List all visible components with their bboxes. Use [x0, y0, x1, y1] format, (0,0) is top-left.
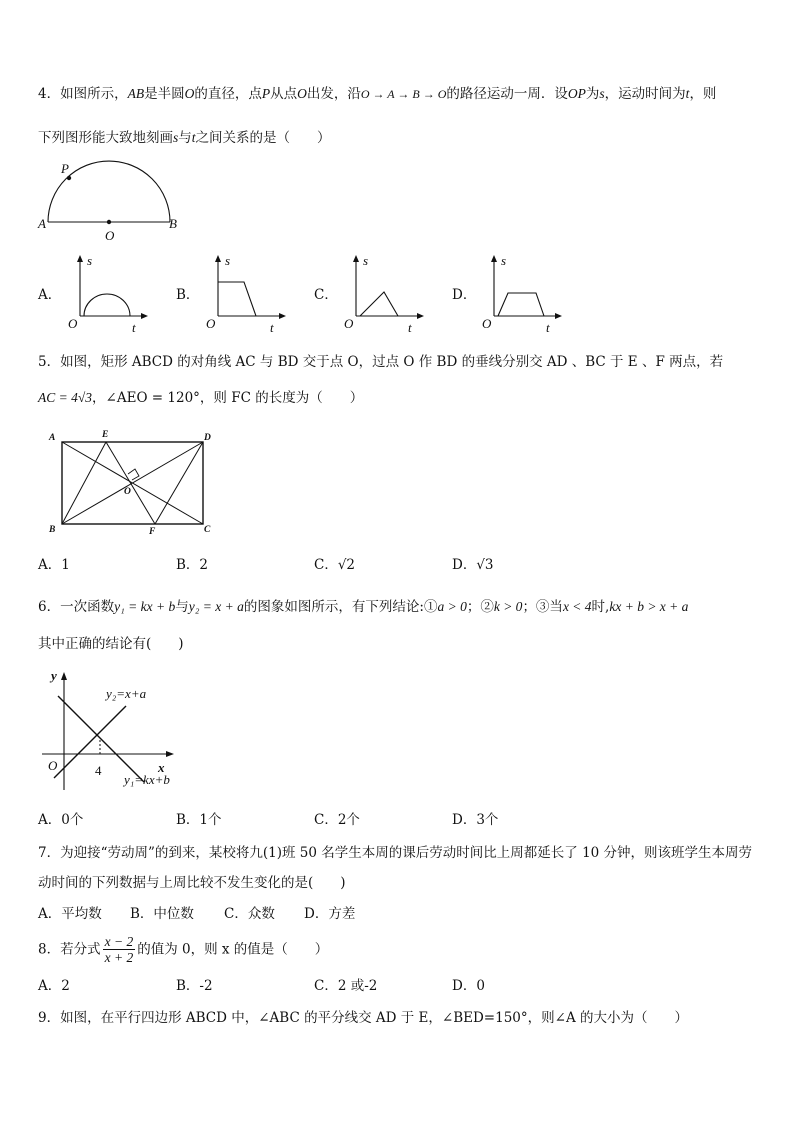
q5-option-b[interactable]: B．2: [176, 557, 209, 573]
q7-option-b[interactable]: B．中位数: [130, 906, 194, 922]
svg-text:A: A: [49, 433, 56, 443]
svg-text:s: s: [501, 253, 507, 268]
q6-stem-line2: 其中正确的结论有( ): [38, 636, 184, 652]
q8-option-b[interactable]: B．-2: [176, 978, 213, 994]
svg-text:t: t: [408, 320, 412, 335]
q4-stem-line1: 4．如图所示，AB是半圆O的直径，点P从点O出发，沿O → A → B → O的路径运动一周．设OP为s，运动时间为t，则: [38, 86, 717, 102]
svg-text:s: s: [225, 253, 231, 268]
svg-text:y₁=kx+b: y₁=kx+b: [124, 772, 170, 787]
svg-text:t: t: [132, 320, 136, 335]
q7-stem-line2: 动时间的下列数据与上周比较不发生变化的是( ): [38, 875, 346, 891]
label-p: P: [61, 161, 69, 176]
q8-option-d[interactable]: D．0: [452, 978, 485, 994]
svg-text:4: 4: [95, 763, 102, 778]
svg-text:y: y: [51, 668, 57, 683]
q6-option-a[interactable]: A．0个: [38, 812, 84, 828]
svg-text:x: x: [158, 760, 165, 775]
svg-text:s: s: [363, 253, 369, 268]
q8-fraction: $\frac{x - 2}{x + 2}$: [104, 934, 134, 965]
svg-text:t: t: [270, 320, 274, 335]
q4-option-a-letter[interactable]: A．: [38, 287, 62, 303]
graph-curve: [218, 282, 256, 316]
q5-option-c[interactable]: C．√2: [314, 557, 356, 573]
q8-option-c[interactable]: C．2 或-2: [314, 978, 378, 994]
line-y2: [54, 706, 126, 778]
label-b: B: [169, 216, 177, 231]
svg-text:O: O: [124, 487, 131, 497]
q6-option-c[interactable]: C．2个: [314, 812, 360, 828]
q9-stem: 9．如图，在平行四边形 ABCD 中，∠ABC 的平分线交 AD 于 E，∠BED=150°，则∠A 的大小为（ ）: [38, 1010, 688, 1026]
q6-option-b[interactable]: B．1个: [176, 812, 222, 828]
svg-text:O: O: [68, 316, 78, 331]
q4-semicircle-figure: [36, 158, 186, 243]
graph-curve: [84, 294, 130, 316]
q4-stem-line2: 下列图形能大致地刻画s与t之间关系的是（ ）: [38, 130, 331, 146]
q5-rectangle-figure: [44, 428, 224, 540]
svg-text:E: E: [102, 430, 109, 440]
label-a: A: [38, 216, 46, 231]
graph-curve: [360, 292, 398, 316]
q4-option-b-letter[interactable]: B．: [176, 287, 200, 303]
q7-option-a[interactable]: A．平均数: [38, 906, 102, 922]
svg-text:O: O: [344, 316, 354, 331]
q4-option-d-graph[interactable]: [476, 250, 566, 336]
center-point-o: [107, 220, 111, 224]
svg-text:C: C: [204, 525, 211, 535]
point-p: [67, 176, 71, 180]
segment-fd: [155, 442, 203, 524]
svg-text:D: D: [204, 433, 211, 443]
label-o: O: [105, 228, 115, 243]
graph-curve: [498, 293, 544, 316]
q4-option-a-graph[interactable]: [62, 250, 152, 336]
svg-text:B: B: [49, 525, 56, 535]
svg-text:O: O: [206, 316, 216, 331]
svg-text:s: s: [87, 253, 93, 268]
q4-option-d-letter[interactable]: D．: [452, 287, 477, 303]
svg-text:O: O: [48, 758, 58, 773]
svg-text:y₂=x+a: y₂=x+a: [106, 686, 147, 701]
q5-stem-line2: AC = 4√3，∠AEO = 120°，则 FC 的长度为（ ）: [38, 390, 364, 406]
q4-option-c-graph[interactable]: [338, 250, 428, 336]
segment-ef: [106, 442, 155, 524]
svg-text:t: t: [546, 320, 550, 335]
q8-option-a[interactable]: A．2: [38, 978, 70, 994]
right-angle-mark: [128, 469, 139, 480]
q6-option-d[interactable]: D．3个: [452, 812, 499, 828]
svg-text:O: O: [482, 316, 492, 331]
q5-stem-line1: 5．如图，矩形 ABCD 的对角线 AC 与 BD 交于点 O，过点 O 作 BD 的垂线分别交 AD 、BC 于 E 、F 两点，若: [38, 354, 724, 370]
q7-option-c[interactable]: C．众数: [224, 906, 275, 922]
q7-stem-line1: 7．为迎接“劳动周”的到来，某校将九(1)班 50 名学生本周的课后劳动时间比上周都延长了 10 分钟，则该班学生本周劳: [38, 845, 753, 861]
q5-option-d[interactable]: D．√3: [452, 557, 494, 573]
q7-option-d[interactable]: D．方差: [304, 906, 356, 922]
q4-option-b-graph[interactable]: [200, 250, 290, 336]
q4-option-c-letter[interactable]: C．: [314, 287, 338, 303]
q8-stem: 8．若分式 $\frac{x - 2}{x + 2}$ 的值为 0，则 x 的值是（ ）: [38, 934, 329, 965]
q6-linear-function-figure: [40, 666, 200, 796]
q5-option-a[interactable]: A．1: [38, 557, 70, 573]
svg-text:F: F: [149, 527, 156, 537]
q6-stem-line1: 6．一次函数y₁ = kx + b与y₂ = x + a的图象如图所示，有下列结论:①a > 0；②k > 0；③当x < 4时,kx + b > x + a: [38, 599, 689, 615]
